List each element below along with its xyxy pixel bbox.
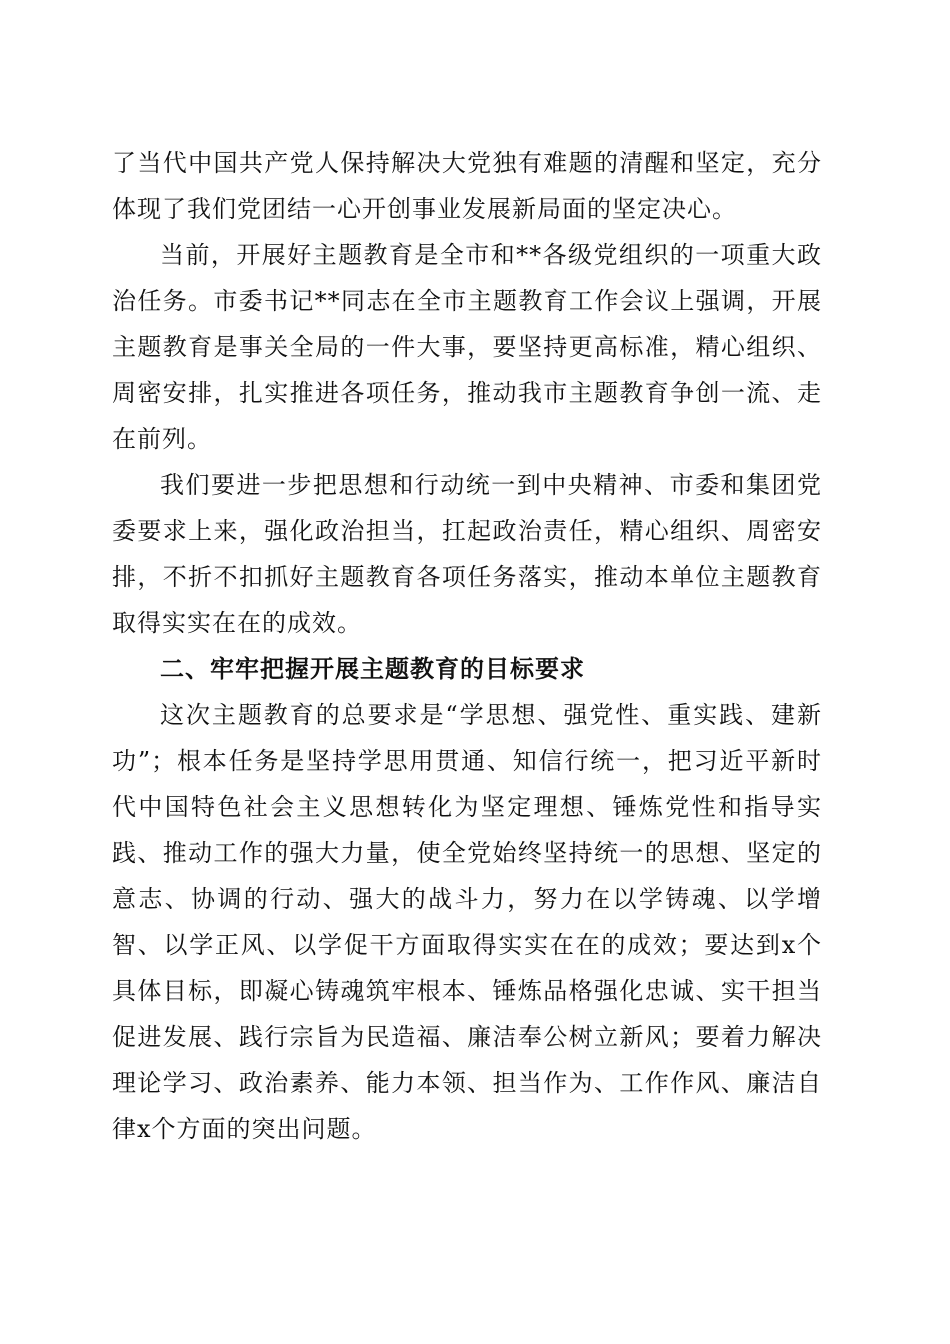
section-heading-2: 二、牢牢把握开展主题教育的目标要求: [160, 655, 585, 683]
document-body: [112, 140, 822, 1152]
paragraph-unify-thinking: 我们要进一步把思想和行动统一到中央精神、市委和集团党委要求上来，强化政治担当，扛起政治责任，精心组织、周密安排，不折不扣抓好主题教育各项任务落实，推动本单位主题教育取得实实在在的成效。: [112, 471, 822, 637]
paragraph-general-requirements: 这次主题教育的总要求是“学思想、强党性、重实践、建新功”；根本任务是坚持学思用贯通、知信行统一，把习近平新时代中国特色社会主义思想转化为坚定理想、锤炼党性和指导实践、推动工作的强大力量，使全党始终坚持统一的思想、坚定的意志、协调的行动、强大的战斗力，努力在以学铸魂、以学增智、以学正风、以学促干方面取得实实在在的成效；要达到x个具体目标，即凝心铸魂筑牢根本、锤炼品格强化忠诚、实干担当促进发展、践行宗旨为民造福、廉洁奉公树立新风；要着力解决理论学习、政治素养、能力本领、担当作为、工作作风、廉洁自律x个方面的突出问题。: [112, 701, 822, 1143]
paragraph-current-task: 当前，开展好主题教育是全市和**各级党组织的一项重大政治任务。市委书记**同志在全市主题教育工作会议上强调，开展主题教育是事关全局的一件大事，要坚持更高标准，精心组织、周密安排，扎实推进各项任务，推动我市主题教育争创一流、走在前列。: [112, 241, 822, 453]
paragraph-continuation: 了当代中国共产党人保持解决大党独有难题的清醒和坚定，充分体现了我们党团结一心开创事业发展新局面的坚定决心。: [112, 149, 822, 223]
